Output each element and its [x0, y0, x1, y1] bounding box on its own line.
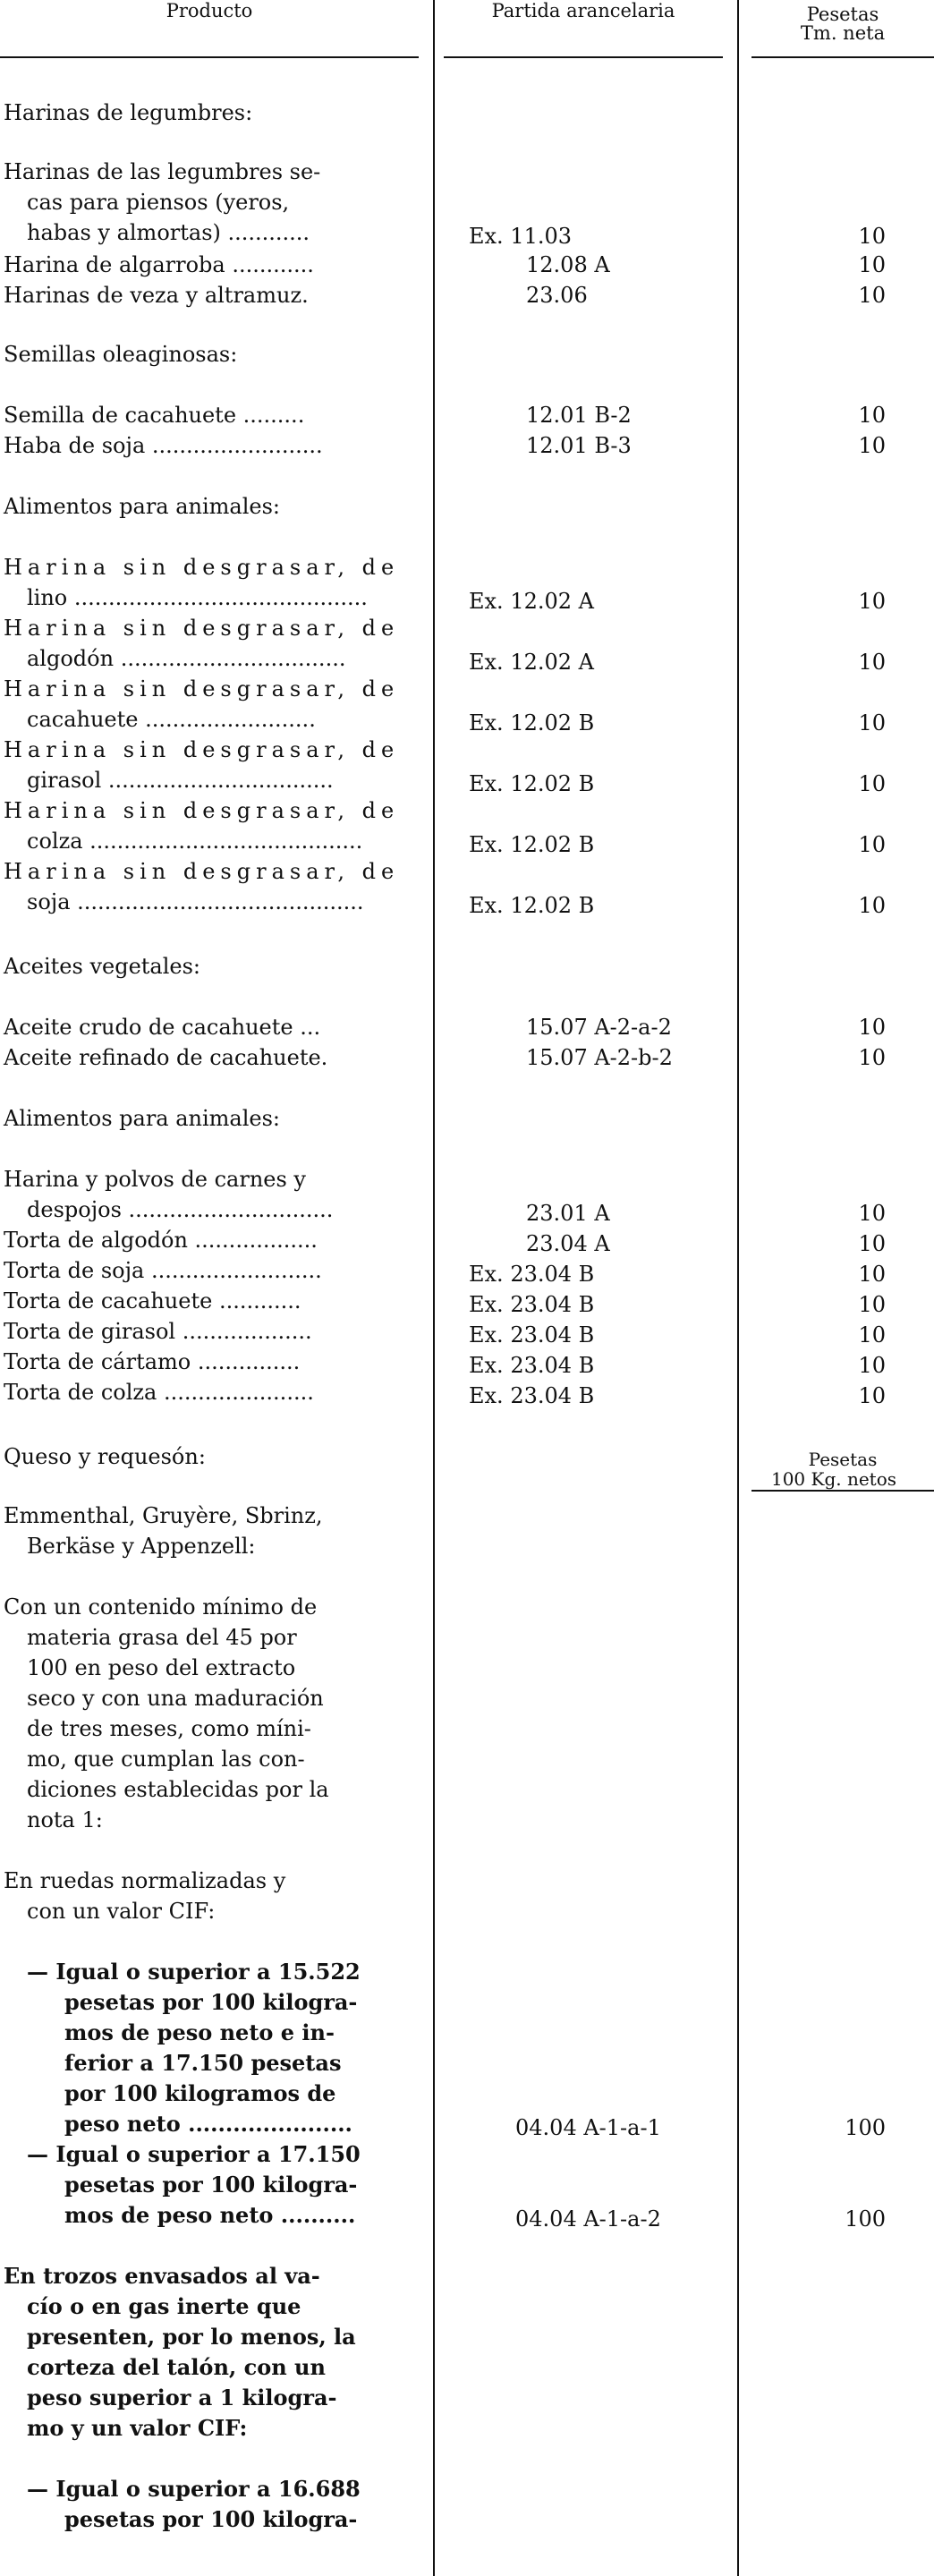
paragraph-line: Con un contenido mínimo de	[4, 1594, 318, 1620]
row-label: Torta de cacahuete ............	[4, 1288, 301, 1314]
row-value: 10	[858, 1262, 886, 1287]
row-value: 10	[858, 650, 886, 675]
row-value: 10	[858, 1015, 886, 1040]
paragraph-line: mo, que cumplan las con-	[27, 1747, 305, 1772]
list-item-line: por 100 kilogramos de	[64, 2080, 336, 2106]
row-value: 10	[858, 1383, 886, 1408]
list-item-line: pesetas por 100 kilogra-	[64, 2506, 358, 2532]
row-label: soja ..........................................	[27, 889, 364, 914]
row-label: Torta de algodón ..................	[4, 1228, 318, 1253]
list-item-line: pesetas por 100 kilogra-	[64, 1989, 358, 2015]
row-label: lino ...........................................	[27, 585, 368, 610]
row-label: Harina de algarroba ............	[4, 252, 314, 277]
row-partida: Ex. 12.02 B	[469, 893, 595, 918]
paragraph-line: cío o en gas inerte que	[27, 2293, 301, 2319]
row-partida: 04.04 A-1-a-2	[515, 2206, 661, 2232]
column-divider-1	[433, 0, 435, 2576]
row-label: Harina sin desgrasar, de	[4, 555, 400, 580]
row-label: Harina sin desgrasar, de	[4, 798, 400, 823]
paragraph-line: nota 1:	[27, 1807, 103, 1832]
section-heading: Alimentos para animales:	[4, 1106, 281, 1131]
row-partida: Ex. 12.02 A	[469, 589, 594, 614]
row-value: 10	[858, 589, 886, 614]
row-label: Aceite crudo de cacahuete ...	[4, 1015, 321, 1040]
list-item-line: pesetas por 100 kilogra-	[64, 2172, 358, 2198]
paragraph-line: presenten, por lo menos, la	[27, 2324, 356, 2350]
row-value: 10	[858, 433, 886, 458]
row-label: Harina sin desgrasar, de	[4, 676, 400, 701]
row-partida: Ex. 11.03	[469, 224, 573, 249]
row-partida: Ex. 23.04 B	[469, 1383, 595, 1408]
list-item-line: ferior a 17.150 pesetas	[64, 2050, 342, 2076]
section-heading: Queso y requesón:	[4, 1444, 206, 1469]
paragraph-line: Emmenthal, Gruyère, Sbrinz,	[4, 1503, 323, 1528]
subheader-pesetas-line2: 100 Kg. netos	[770, 1468, 897, 1490]
row-label: colza ........................................	[27, 829, 363, 854]
paragraph-line: peso superior a 1 kilogra-	[27, 2385, 337, 2410]
row-partida: Ex. 12.02 B	[469, 710, 595, 735]
row-label: Aceite refinado de cacahuete.	[4, 1045, 328, 1070]
row-label: Torta de cártamo ...............	[4, 1349, 301, 1374]
row-value: 10	[858, 224, 886, 249]
subheader-rule-pesetas	[751, 1490, 934, 1492]
header-rule-pesetas	[751, 56, 934, 58]
row-label: habas y almortas) ............	[27, 220, 310, 245]
paragraph-line: 100 en peso del extracto	[27, 1655, 296, 1680]
list-item-line: peso neto ......................	[64, 2111, 352, 2137]
row-label: Harina sin desgrasar, de	[4, 859, 400, 884]
paragraph-line: materia grasa del 45 por	[27, 1625, 297, 1650]
row-label: Harina sin desgrasar, de	[4, 737, 400, 762]
row-value: 10	[858, 893, 886, 918]
row-label: Harina sin desgrasar, de	[4, 616, 400, 641]
section-heading: Alimentos para animales:	[4, 494, 281, 519]
row-partida: Ex. 23.04 B	[469, 1322, 595, 1348]
row-label: cas para piensos (yeros,	[27, 190, 290, 215]
row-partida: 15.07 A-2-b-2	[526, 1045, 673, 1070]
section-heading: Semillas oleaginosas:	[4, 342, 238, 367]
row-label: despojos ..............................	[27, 1197, 334, 1222]
row-partida: Ex. 23.04 B	[469, 1292, 595, 1317]
header-product: Producto	[166, 0, 253, 21]
row-partida: Ex. 12.02 A	[469, 650, 594, 675]
paragraph-line: diciones establecidas por la	[27, 1777, 329, 1802]
paragraph-line: con un valor CIF:	[27, 1899, 216, 1924]
row-value: 10	[858, 1045, 886, 1070]
row-value: 10	[858, 1292, 886, 1317]
header-pesetas-line2: Tm. neta	[800, 22, 886, 44]
list-item-line: — Igual o superior a 15.522	[27, 1959, 361, 1985]
row-label: Haba de soja .........................	[4, 433, 323, 458]
header-partida: Partida arancelaria	[491, 0, 675, 21]
row-label: girasol .................................	[27, 768, 334, 793]
row-value: 10	[858, 283, 886, 308]
header-rule-product	[0, 56, 419, 58]
section-heading: Aceites vegetales:	[4, 954, 201, 979]
header-rule-partida	[444, 56, 723, 58]
subheader-pesetas-line1: Pesetas	[808, 1449, 878, 1470]
row-partida: Ex. 12.02 B	[469, 771, 595, 796]
row-label: cacahuete .........................	[27, 707, 316, 732]
row-partida: Ex. 12.02 B	[469, 832, 595, 857]
row-value: 100	[845, 2206, 886, 2232]
paragraph-line: de tres meses, como míni-	[27, 1716, 311, 1741]
paragraph-line: Berkäse y Appenzell:	[27, 1534, 256, 1559]
row-partida: Ex. 23.04 B	[469, 1353, 595, 1378]
row-partida: 12.01 B-2	[526, 403, 632, 428]
row-value: 10	[858, 403, 886, 428]
column-divider-2	[737, 0, 739, 2576]
paragraph-line: seco y con una maduración	[27, 1686, 324, 1711]
row-partida: Ex. 23.04 B	[469, 1262, 595, 1287]
row-label: Harina y polvos de carnes y	[4, 1167, 306, 1192]
paragraph-line: En ruedas normalizadas y	[4, 1868, 286, 1893]
section-heading: Harinas de legumbres:	[4, 100, 253, 125]
row-value: 10	[858, 1201, 886, 1226]
row-label: Semilla de cacahuete .........	[4, 403, 305, 428]
row-value: 10	[858, 252, 886, 277]
row-value: 10	[858, 771, 886, 796]
row-value: 10	[858, 1322, 886, 1348]
row-partida: 12.01 B-3	[526, 433, 632, 458]
list-item-line: mos de peso neto e in-	[64, 2019, 335, 2045]
row-value: 10	[858, 832, 886, 857]
list-item-line: — Igual o superior a 16.688	[27, 2476, 361, 2502]
row-label: Torta de girasol ...................	[4, 1319, 312, 1344]
row-partida: 23.04 A	[526, 1231, 610, 1256]
paragraph-line: corteza del talón, con un	[27, 2354, 326, 2380]
row-partida: 23.01 A	[526, 1201, 610, 1226]
row-value: 10	[858, 710, 886, 735]
header-pesetas-line1: Pesetas	[806, 4, 879, 25]
row-value: 100	[845, 2115, 886, 2140]
list-item-line: mos de peso neto ..........	[64, 2202, 356, 2228]
row-label: Harinas de las legumbres se-	[4, 159, 321, 184]
paragraph-line: En trozos envasados al va-	[4, 2263, 320, 2289]
row-label: Harinas de veza y altramuz.	[4, 283, 309, 308]
row-value: 10	[858, 1231, 886, 1256]
row-partida: 23.06	[526, 283, 588, 308]
list-item-line: — Igual o superior a 17.150	[27, 2141, 361, 2167]
row-partida: 15.07 A-2-a-2	[526, 1015, 672, 1040]
row-partida: 12.08 A	[526, 252, 610, 277]
paragraph-line: mo y un valor CIF:	[27, 2415, 248, 2441]
row-label: Torta de colza ......................	[4, 1380, 314, 1405]
row-label: Torta de soja .........................	[4, 1258, 322, 1283]
row-partida: 04.04 A-1-a-1	[515, 2115, 661, 2140]
row-value: 10	[858, 1353, 886, 1378]
row-label: algodón .................................	[27, 646, 346, 671]
